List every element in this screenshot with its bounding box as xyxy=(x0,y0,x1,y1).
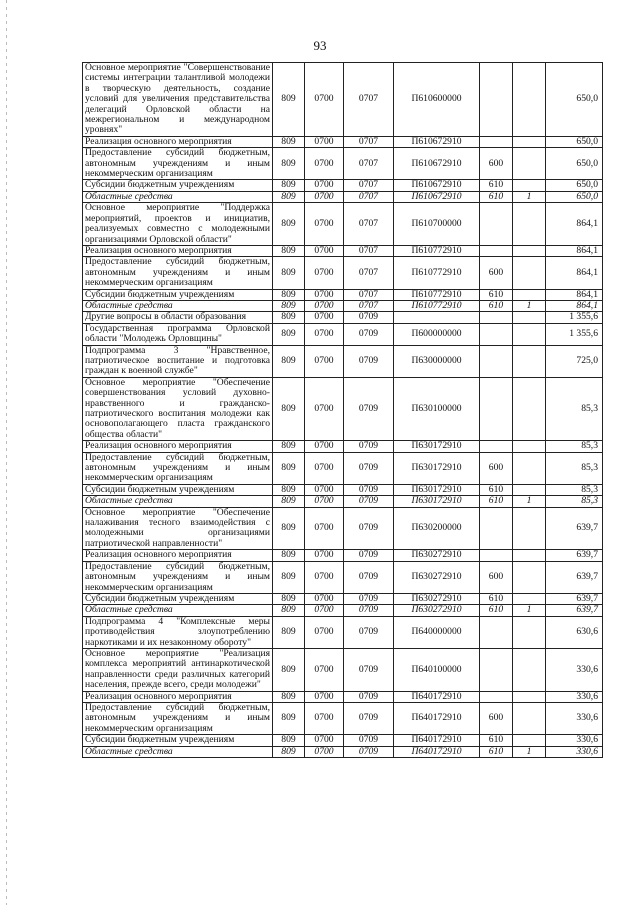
expense-type-code xyxy=(480,136,513,147)
subsection-code: 0709 xyxy=(344,735,394,746)
target-article-code: П640172910 xyxy=(394,735,480,746)
amount: 639,7 xyxy=(546,550,603,561)
table-row xyxy=(83,148,603,180)
subsection-code: 0707 xyxy=(344,289,394,300)
section-code: 0700 xyxy=(305,746,344,757)
section-code: 0700 xyxy=(305,180,344,191)
amount: 85,3 xyxy=(546,496,603,507)
target-article-code: П630100000 xyxy=(394,377,480,440)
target-article-code: П610772910 xyxy=(394,245,480,256)
section-code: 0700 xyxy=(305,300,344,311)
table-row xyxy=(83,735,603,746)
target-article-code: П630200000 xyxy=(394,507,480,550)
funding-source-code: 1 xyxy=(513,300,546,311)
subsection-code: 0709 xyxy=(344,507,394,550)
funding-source-code xyxy=(513,323,546,345)
funding-source-code xyxy=(513,550,546,561)
expense-type-code xyxy=(480,550,513,561)
funding-source-code xyxy=(513,203,546,246)
table-row xyxy=(83,691,603,702)
funding-source-code: 1 xyxy=(513,191,546,202)
table-row xyxy=(83,702,603,734)
subsection-code: 0709 xyxy=(344,648,394,691)
ved-code: 809 xyxy=(273,136,305,147)
target-article-code: П630272910 xyxy=(394,605,480,616)
target-article-code: П630172910 xyxy=(394,452,480,484)
subsection-code: 0709 xyxy=(344,746,394,757)
ved-code: 809 xyxy=(273,648,305,691)
binding-edge xyxy=(6,0,7,905)
row-name: Областные средства xyxy=(83,496,273,507)
expense-type-code: 610 xyxy=(480,746,513,757)
expense-type-code xyxy=(480,377,513,440)
table-body xyxy=(83,63,603,758)
amount: 639,7 xyxy=(546,593,603,604)
ved-code: 809 xyxy=(273,702,305,734)
table-row xyxy=(83,180,603,191)
row-name: Субсидии бюджетным учреждениям xyxy=(83,593,273,604)
table-row xyxy=(83,257,603,289)
subsection-code: 0709 xyxy=(344,345,394,377)
table-row xyxy=(83,452,603,484)
expense-type-code: 610 xyxy=(480,289,513,300)
amount: 330,6 xyxy=(546,691,603,702)
row-name: Реализация основного мероприятия xyxy=(83,550,273,561)
table-row xyxy=(83,377,603,440)
expense-type-code: 600 xyxy=(480,257,513,289)
expense-type-code: 610 xyxy=(480,300,513,311)
row-name: Реализация основного мероприятия xyxy=(83,691,273,702)
funding-source-code: 1 xyxy=(513,605,546,616)
ved-code: 809 xyxy=(273,323,305,345)
row-name: Другие вопросы в области образования xyxy=(83,312,273,323)
target-article-code xyxy=(394,312,480,323)
section-code: 0700 xyxy=(305,735,344,746)
target-article-code: П630272910 xyxy=(394,561,480,593)
table-row xyxy=(83,550,603,561)
funding-source-code xyxy=(513,312,546,323)
amount: 639,7 xyxy=(546,561,603,593)
ved-code: 809 xyxy=(273,550,305,561)
subsection-code: 0709 xyxy=(344,605,394,616)
ved-code: 809 xyxy=(273,300,305,311)
funding-source-code xyxy=(513,616,546,648)
section-code: 0700 xyxy=(305,561,344,593)
row-name: Субсидии бюджетным учреждениям xyxy=(83,180,273,191)
ved-code: 809 xyxy=(273,746,305,757)
ved-code: 809 xyxy=(273,735,305,746)
target-article-code: П640100000 xyxy=(394,648,480,691)
expense-type-code xyxy=(480,691,513,702)
section-code: 0700 xyxy=(305,648,344,691)
amount: 864,1 xyxy=(546,245,603,256)
subsection-code: 0709 xyxy=(344,702,394,734)
row-name: Подпрограмма 4 "Комплексные меры противодействия злоупотреблению наркотиками и их незаконному обороту" xyxy=(83,616,273,648)
table-row xyxy=(83,616,603,648)
table-row xyxy=(83,484,603,495)
subsection-code: 0709 xyxy=(344,441,394,452)
ved-code: 809 xyxy=(273,616,305,648)
expense-type-code xyxy=(480,323,513,345)
funding-source-code xyxy=(513,245,546,256)
amount: 864,1 xyxy=(546,289,603,300)
table-row xyxy=(83,746,603,757)
target-article-code: П610672910 xyxy=(394,148,480,180)
funding-source-code xyxy=(513,702,546,734)
section-code: 0700 xyxy=(305,702,344,734)
row-name: Основное мероприятие "Обеспечение налаживания тесного взаимодействия с молодежными организациями патриотической направленности" xyxy=(83,507,273,550)
target-article-code: П630272910 xyxy=(394,550,480,561)
subsection-code: 0709 xyxy=(344,496,394,507)
funding-source-code xyxy=(513,136,546,147)
amount: 330,6 xyxy=(546,702,603,734)
target-article-code: П640172910 xyxy=(394,702,480,734)
row-name: Государственная программа Орловской области "Молодежь Орловщины" xyxy=(83,323,273,345)
section-code: 0700 xyxy=(305,245,344,256)
table-row xyxy=(83,191,603,202)
ved-code: 809 xyxy=(273,203,305,246)
target-article-code: П630172910 xyxy=(394,496,480,507)
subsection-code: 0709 xyxy=(344,593,394,604)
amount: 650,0 xyxy=(546,136,603,147)
subsection-code: 0707 xyxy=(344,191,394,202)
row-name: Основное мероприятие "Поддержка мероприятий, проектов и инициатив, реализуемых совместно с молодежными организациями Орловской области" xyxy=(83,203,273,246)
amount: 639,7 xyxy=(546,507,603,550)
row-name: Областные средства xyxy=(83,300,273,311)
table-row xyxy=(83,507,603,550)
amount: 864,1 xyxy=(546,300,603,311)
table-row xyxy=(83,561,603,593)
table-row xyxy=(83,345,603,377)
expense-type-code: 600 xyxy=(480,452,513,484)
target-article-code: П610772910 xyxy=(394,257,480,289)
table-row xyxy=(83,203,603,246)
funding-source-code xyxy=(513,561,546,593)
row-name: Реализация основного мероприятия xyxy=(83,441,273,452)
expense-type-code: 610 xyxy=(480,496,513,507)
subsection-code: 0707 xyxy=(344,180,394,191)
section-code: 0700 xyxy=(305,191,344,202)
subsection-code: 0709 xyxy=(344,484,394,495)
ved-code: 809 xyxy=(273,691,305,702)
section-code: 0700 xyxy=(305,136,344,147)
table-row xyxy=(83,441,603,452)
target-article-code: П600000000 xyxy=(394,323,480,345)
section-code: 0700 xyxy=(305,605,344,616)
expense-type-code: 610 xyxy=(480,605,513,616)
funding-source-code xyxy=(513,648,546,691)
target-article-code: П610672910 xyxy=(394,136,480,147)
expense-type-code xyxy=(480,648,513,691)
expense-type-code xyxy=(480,312,513,323)
subsection-code: 0707 xyxy=(344,148,394,180)
table-row xyxy=(83,323,603,345)
expense-type-code: 610 xyxy=(480,484,513,495)
amount: 1 355,6 xyxy=(546,312,603,323)
amount: 864,1 xyxy=(546,257,603,289)
section-code: 0700 xyxy=(305,63,344,137)
subsection-code: 0709 xyxy=(344,561,394,593)
expense-type-code xyxy=(480,441,513,452)
subsection-code: 0709 xyxy=(344,452,394,484)
ved-code: 809 xyxy=(273,484,305,495)
ved-code: 809 xyxy=(273,605,305,616)
subsection-code: 0709 xyxy=(344,323,394,345)
section-code: 0700 xyxy=(305,507,344,550)
target-article-code: П610772910 xyxy=(394,300,480,311)
funding-source-code xyxy=(513,289,546,300)
ved-code: 809 xyxy=(273,496,305,507)
ved-code: 809 xyxy=(273,452,305,484)
funding-source-code xyxy=(513,593,546,604)
target-article-code: П610672910 xyxy=(394,180,480,191)
funding-source-code xyxy=(513,441,546,452)
amount: 330,6 xyxy=(546,648,603,691)
section-code: 0700 xyxy=(305,289,344,300)
funding-source-code xyxy=(513,484,546,495)
row-name: Реализация основного мероприятия xyxy=(83,245,273,256)
row-name: Предоставление субсидий бюджетным, автономным учреждениям и иным некоммерческим организациям xyxy=(83,561,273,593)
ved-code: 809 xyxy=(273,507,305,550)
target-article-code: П630272910 xyxy=(394,593,480,604)
table-row xyxy=(83,605,603,616)
subsection-code: 0707 xyxy=(344,257,394,289)
row-name: Основное мероприятие "Совершенствование системы интеграции талантливой молодежи в творческую деятельность, создание условий для увеличения представительства делегаций Орловской области на межрегиональном и международном уровнях" xyxy=(83,63,273,137)
table-row xyxy=(83,496,603,507)
table-row xyxy=(83,593,603,604)
section-code: 0700 xyxy=(305,377,344,440)
expense-type-code: 610 xyxy=(480,191,513,202)
ved-code: 809 xyxy=(273,345,305,377)
expense-type-code xyxy=(480,245,513,256)
row-name: Субсидии бюджетным учреждениям xyxy=(83,289,273,300)
amount: 650,0 xyxy=(546,148,603,180)
amount: 650,0 xyxy=(546,191,603,202)
expense-type-code xyxy=(480,616,513,648)
amount: 85,3 xyxy=(546,377,603,440)
expense-type-code: 600 xyxy=(480,702,513,734)
ved-code: 809 xyxy=(273,289,305,300)
table-row xyxy=(83,245,603,256)
section-code: 0700 xyxy=(305,484,344,495)
ved-code: 809 xyxy=(273,441,305,452)
row-name: Областные средства xyxy=(83,605,273,616)
target-article-code: П610672910 xyxy=(394,191,480,202)
expense-type-code xyxy=(480,345,513,377)
row-name: Субсидии бюджетным учреждениям xyxy=(83,484,273,495)
section-code: 0700 xyxy=(305,691,344,702)
expense-type-code xyxy=(480,507,513,550)
target-article-code: П630172910 xyxy=(394,441,480,452)
subsection-code: 0709 xyxy=(344,312,394,323)
ved-code: 809 xyxy=(273,148,305,180)
row-name: Предоставление субсидий бюджетным, автономным учреждениям и иным некоммерческим организациям xyxy=(83,257,273,289)
table-row xyxy=(83,312,603,323)
target-article-code: П640000000 xyxy=(394,616,480,648)
expense-type-code xyxy=(480,203,513,246)
row-name: Предоставление субсидий бюджетным, автономным учреждениям и иным некоммерческим организациям xyxy=(83,702,273,734)
target-article-code: П610772910 xyxy=(394,289,480,300)
subsection-code: 0709 xyxy=(344,550,394,561)
ved-code: 809 xyxy=(273,593,305,604)
amount: 85,3 xyxy=(546,484,603,495)
row-name: Подпрограмма 3 "Нравственное, патриотическое воспитание и подготовка граждан к военной службе" xyxy=(83,345,273,377)
target-article-code: П630000000 xyxy=(394,345,480,377)
section-code: 0700 xyxy=(305,452,344,484)
amount: 85,3 xyxy=(546,441,603,452)
section-code: 0700 xyxy=(305,203,344,246)
target-article-code: П610700000 xyxy=(394,203,480,246)
row-name: Предоставление субсидий бюджетным, автономным учреждениям и иным некоммерческим организациям xyxy=(83,148,273,180)
section-code: 0700 xyxy=(305,441,344,452)
subsection-code: 0709 xyxy=(344,377,394,440)
funding-source-code xyxy=(513,63,546,137)
amount: 864,1 xyxy=(546,203,603,246)
subsection-code: 0709 xyxy=(344,691,394,702)
funding-source-code xyxy=(513,377,546,440)
table-row xyxy=(83,289,603,300)
amount: 639,7 xyxy=(546,605,603,616)
subsection-code: 0707 xyxy=(344,203,394,246)
section-code: 0700 xyxy=(305,496,344,507)
amount: 330,6 xyxy=(546,746,603,757)
subsection-code: 0707 xyxy=(344,245,394,256)
page-number: 93 xyxy=(313,38,327,53)
section-code: 0700 xyxy=(305,148,344,180)
subsection-code: 0709 xyxy=(344,616,394,648)
ved-code: 809 xyxy=(273,63,305,137)
funding-source-code xyxy=(513,180,546,191)
expense-type-code: 610 xyxy=(480,735,513,746)
section-code: 0700 xyxy=(305,323,344,345)
amount: 725,0 xyxy=(546,345,603,377)
section-code: 0700 xyxy=(305,312,344,323)
expense-type-code xyxy=(480,63,513,137)
expense-type-code: 610 xyxy=(480,180,513,191)
row-name: Основное мероприятие "Обеспечение совершенствования условий духовно-нравственного и гражданско-патриотического воспитания молодежи как основополагающего пласта гражданского общества области" xyxy=(83,377,273,440)
section-code: 0700 xyxy=(305,616,344,648)
amount: 330,6 xyxy=(546,735,603,746)
funding-source-code: 1 xyxy=(513,746,546,757)
ved-code: 809 xyxy=(273,257,305,289)
section-code: 0700 xyxy=(305,345,344,377)
expense-type-code: 600 xyxy=(480,561,513,593)
ved-code: 809 xyxy=(273,245,305,256)
amount: 650,0 xyxy=(546,180,603,191)
funding-source-code xyxy=(513,452,546,484)
target-article-code: П640172910 xyxy=(394,746,480,757)
subsection-code: 0707 xyxy=(344,136,394,147)
ved-code: 809 xyxy=(273,191,305,202)
row-name: Областные средства xyxy=(83,746,273,757)
table-row xyxy=(83,63,603,137)
funding-source-code xyxy=(513,691,546,702)
amount: 1 355,6 xyxy=(546,323,603,345)
funding-source-code xyxy=(513,735,546,746)
amount: 650,0 xyxy=(546,63,603,137)
subsection-code: 0707 xyxy=(344,300,394,311)
target-article-code: П640172910 xyxy=(394,691,480,702)
subsection-code: 0707 xyxy=(344,63,394,137)
table-row xyxy=(83,300,603,311)
ved-code: 809 xyxy=(273,561,305,593)
ved-code: 809 xyxy=(273,180,305,191)
ved-code: 809 xyxy=(273,377,305,440)
amount: 85,3 xyxy=(546,452,603,484)
row-name: Основное мероприятие "Реализация комплекса мероприятий антинаркотической направленности среди различных категорий населения, прежде всего, среди молодежи" xyxy=(83,648,273,691)
funding-source-code xyxy=(513,507,546,550)
funding-source-code xyxy=(513,345,546,377)
section-code: 0700 xyxy=(305,550,344,561)
row-name: Субсидии бюджетным учреждениям xyxy=(83,735,273,746)
funding-source-code xyxy=(513,257,546,289)
expense-type-code: 600 xyxy=(480,148,513,180)
row-name: Реализация основного мероприятия xyxy=(83,136,273,147)
expense-type-code: 610 xyxy=(480,593,513,604)
budget-table xyxy=(82,62,603,758)
row-name: Предоставление субсидий бюджетным, автономным учреждениям и иным некоммерческим организациям xyxy=(83,452,273,484)
amount: 630,6 xyxy=(546,616,603,648)
section-code: 0700 xyxy=(305,257,344,289)
target-article-code: П610600000 xyxy=(394,63,480,137)
target-article-code: П630172910 xyxy=(394,484,480,495)
table-row xyxy=(83,136,603,147)
row-name: Областные средства xyxy=(83,191,273,202)
section-code: 0700 xyxy=(305,593,344,604)
funding-source-code: 1 xyxy=(513,496,546,507)
ved-code: 809 xyxy=(273,312,305,323)
table-row xyxy=(83,648,603,691)
funding-source-code xyxy=(513,148,546,180)
